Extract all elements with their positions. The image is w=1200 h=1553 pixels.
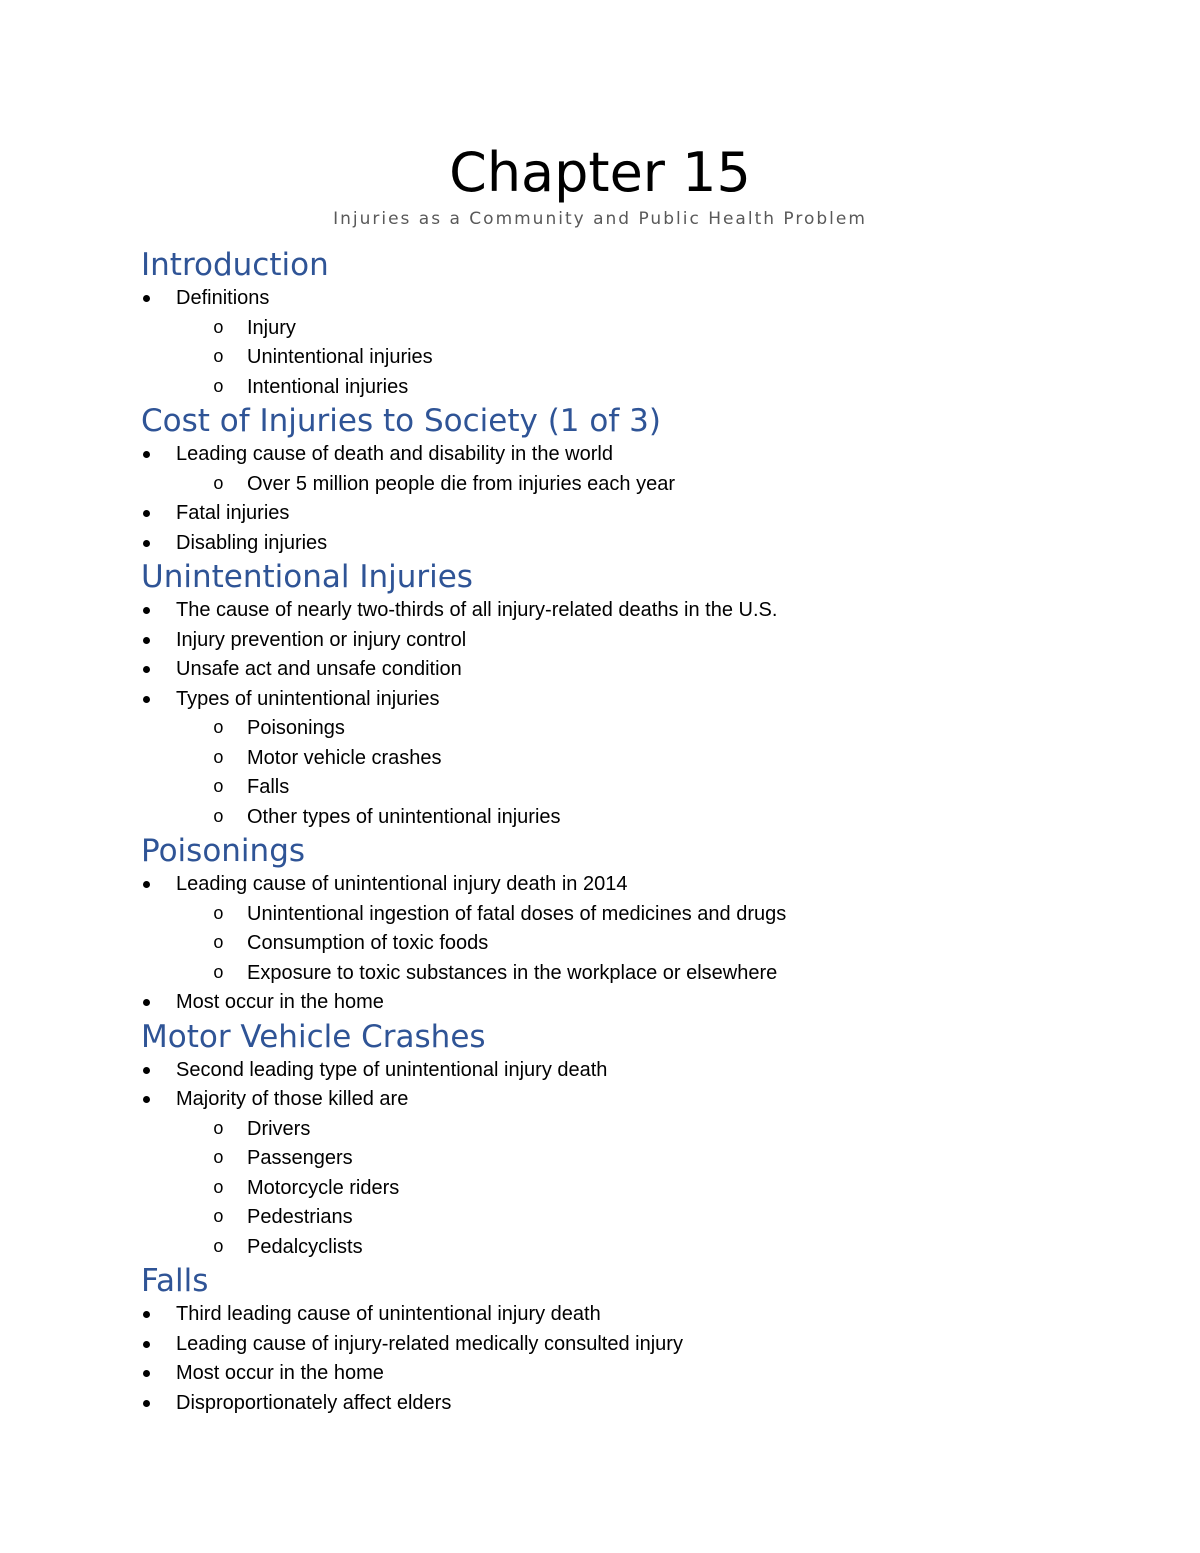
sub-list-item-text: Consumption of toxic foods xyxy=(247,932,489,954)
section-poisonings xyxy=(141,832,1041,1018)
bullet-circle-icon: o xyxy=(213,778,224,798)
list-item-text: Leading cause of death and disability in the world xyxy=(176,443,613,465)
sub-list-item-text: Pedalcyclists xyxy=(247,1235,363,1258)
list-item xyxy=(141,1330,1041,1360)
sub-list-item xyxy=(141,314,1041,344)
bullet-list xyxy=(141,596,1041,832)
list-item-text: Definitions xyxy=(176,287,270,309)
bullet-circle-icon: o xyxy=(213,1208,224,1228)
list-item xyxy=(141,1300,1041,1330)
bullet-circle-icon: o xyxy=(213,348,224,368)
sub-bullet-list xyxy=(141,314,1041,403)
bullet-dot-icon xyxy=(143,637,150,644)
bullet-circle-icon: o xyxy=(213,719,224,739)
list-item-row xyxy=(141,655,1041,685)
section-heading: Unintentional Injuries xyxy=(141,559,473,595)
section-heading: Cost of Injuries to Society (1 of 3) xyxy=(141,403,661,439)
list-item xyxy=(141,685,1041,833)
list-item-row xyxy=(141,1300,1041,1330)
bullet-circle-icon: o xyxy=(213,1119,224,1140)
list-item-text: Fatal injuries xyxy=(176,502,290,524)
list-item-row xyxy=(141,1389,1041,1419)
sub-list-item-text: Intentional injuries xyxy=(247,375,409,398)
sub-list-item-text: Motorcycle riders xyxy=(247,1176,400,1199)
sub-list-item xyxy=(141,1174,1041,1204)
sub-list-item-text: Exposure to toxic substances in the workplace or elsewhere xyxy=(247,961,778,984)
bullet-circle-icon: o xyxy=(213,963,224,984)
bullet-list xyxy=(141,870,1041,1018)
list-item-row xyxy=(141,626,1041,656)
sub-list-item xyxy=(141,1203,1041,1233)
list-item-text: Leading cause of unintentional injury death in 2014 xyxy=(176,873,628,895)
sub-list-item-text: Other types of unintentional injuries xyxy=(247,805,561,828)
list-item-text: Unsafe act and unsafe condition xyxy=(176,658,462,680)
bullet-circle-icon: o xyxy=(213,1149,224,1169)
bullet-circle-icon: o xyxy=(213,318,224,339)
bullet-circle-icon: o xyxy=(213,904,224,925)
sub-list-item-text: Passengers xyxy=(247,1147,353,1169)
list-item-text: Most occur in the home xyxy=(176,1362,384,1384)
bullet-circle-icon: o xyxy=(213,377,224,398)
bullet-circle-icon: o xyxy=(213,474,224,495)
list-item-row xyxy=(141,1359,1041,1389)
sub-list-item xyxy=(141,959,1041,989)
sub-list-item xyxy=(141,714,1041,744)
section-heading: Introduction xyxy=(141,247,329,283)
list-item-row xyxy=(141,440,1041,470)
bullet-circle-icon: o xyxy=(213,934,224,954)
list-item-row xyxy=(141,685,1041,715)
bullet-list xyxy=(141,440,1041,558)
sub-list-item xyxy=(141,1115,1041,1145)
bullet-dot-icon xyxy=(143,881,150,888)
sub-list-item-text: Drivers xyxy=(247,1117,311,1140)
list-item-text: The cause of nearly two-thirds of all injury-related deaths in the U.S. xyxy=(176,599,778,621)
sub-bullet-list xyxy=(141,714,1041,832)
list-item xyxy=(141,596,1041,626)
section-cost-of-injuries-to-society-1-of-3 xyxy=(141,402,1041,558)
bullet-circle-icon: o xyxy=(213,748,224,769)
page-subtitle: Injuries as a Community and Public Health Problem xyxy=(333,209,867,229)
bullet-list xyxy=(141,1056,1041,1263)
list-item xyxy=(141,440,1041,499)
list-item xyxy=(141,1085,1041,1262)
section-heading: Motor Vehicle Crashes xyxy=(141,1018,486,1055)
sub-list-item-text: Injury xyxy=(247,316,296,339)
list-item-row xyxy=(141,499,1041,529)
list-item-text: Second leading type of unintentional injury death xyxy=(176,1058,608,1081)
bullet-dot-icon xyxy=(143,451,150,458)
list-item xyxy=(141,1056,1041,1086)
bullet-list xyxy=(141,284,1041,402)
list-item-text: Majority of those killed are xyxy=(176,1088,409,1110)
bullet-dot-icon xyxy=(143,1341,150,1348)
sub-list-item xyxy=(141,470,1041,500)
sub-bullet-list xyxy=(141,1115,1041,1263)
list-item xyxy=(141,1389,1041,1419)
sub-list-item-text: Unintentional injuries xyxy=(247,346,433,368)
bullet-dot-icon xyxy=(143,1370,150,1377)
bullet-dot-icon xyxy=(143,1067,150,1074)
sub-bullet-list xyxy=(141,470,1041,500)
sub-list-item xyxy=(141,773,1041,803)
document-body xyxy=(141,246,1041,1418)
list-item xyxy=(141,284,1041,402)
sub-list-item-text: Motor vehicle crashes xyxy=(247,746,442,769)
list-item-text: Disproportionately affect elders xyxy=(176,1391,452,1414)
list-item xyxy=(141,499,1041,529)
section-motor-vehicle-crashes xyxy=(141,1018,1041,1263)
sub-list-item xyxy=(141,744,1041,774)
list-item-row xyxy=(141,1330,1041,1360)
bullet-dot-icon xyxy=(143,607,150,614)
sub-list-item xyxy=(141,900,1041,930)
sub-list-item-text: Over 5 million people die from injuries each year xyxy=(247,472,675,495)
list-item xyxy=(141,870,1041,988)
sub-list-item-text: Pedestrians xyxy=(247,1206,353,1228)
sub-list-item-text: Poisonings xyxy=(247,717,345,739)
list-item-text: Leading cause of injury-related medically consulted injury xyxy=(176,1332,683,1355)
bullet-dot-icon xyxy=(143,540,150,547)
bullet-dot-icon xyxy=(143,1311,150,1318)
list-item-row xyxy=(141,1056,1041,1086)
list-item xyxy=(141,655,1041,685)
sub-list-item xyxy=(141,803,1041,833)
sub-list-item-text: Falls xyxy=(247,776,290,798)
section-heading: Falls xyxy=(141,1263,209,1299)
page-title: Chapter 15 xyxy=(449,141,751,204)
sub-list-item xyxy=(141,1144,1041,1174)
sub-list-item-text: Unintentional ingestion of fatal doses of medicines and drugs xyxy=(247,902,787,925)
list-item-text: Disabling injuries xyxy=(176,531,328,554)
list-item-row xyxy=(141,529,1041,559)
list-item-row xyxy=(141,988,1041,1018)
list-item-row xyxy=(141,596,1041,626)
list-item-text: Most occur in the home xyxy=(176,991,384,1013)
bullet-dot-icon xyxy=(143,666,150,673)
list-item xyxy=(141,1359,1041,1389)
section-introduction xyxy=(141,246,1041,402)
bullet-circle-icon: o xyxy=(213,807,224,828)
bullet-dot-icon xyxy=(143,1400,150,1407)
sub-list-item xyxy=(141,373,1041,403)
section-heading: Poisonings xyxy=(141,833,306,869)
list-item-row xyxy=(141,870,1041,900)
list-item-text: Types of unintentional injuries xyxy=(176,687,440,710)
section-unintentional-injuries xyxy=(141,558,1041,832)
bullet-dot-icon xyxy=(143,999,150,1006)
list-item-text: Third leading cause of unintentional injury death xyxy=(176,1303,601,1325)
sub-list-item xyxy=(141,343,1041,373)
list-item-row xyxy=(141,1085,1041,1115)
list-item xyxy=(141,626,1041,656)
bullet-list xyxy=(141,1300,1041,1418)
list-item-row xyxy=(141,284,1041,314)
sub-list-item xyxy=(141,929,1041,959)
bullet-dot-icon xyxy=(143,696,150,703)
bullet-circle-icon: o xyxy=(213,1237,224,1258)
section-falls xyxy=(141,1262,1041,1418)
bullet-dot-icon xyxy=(143,1096,150,1103)
list-item xyxy=(141,988,1041,1018)
list-item xyxy=(141,529,1041,559)
sub-bullet-list xyxy=(141,900,1041,989)
list-item-text: Injury prevention or injury control xyxy=(176,628,467,651)
bullet-dot-icon xyxy=(143,295,150,302)
sub-list-item xyxy=(141,1233,1041,1263)
bullet-circle-icon: o xyxy=(213,1178,224,1199)
bullet-dot-icon xyxy=(143,510,150,517)
